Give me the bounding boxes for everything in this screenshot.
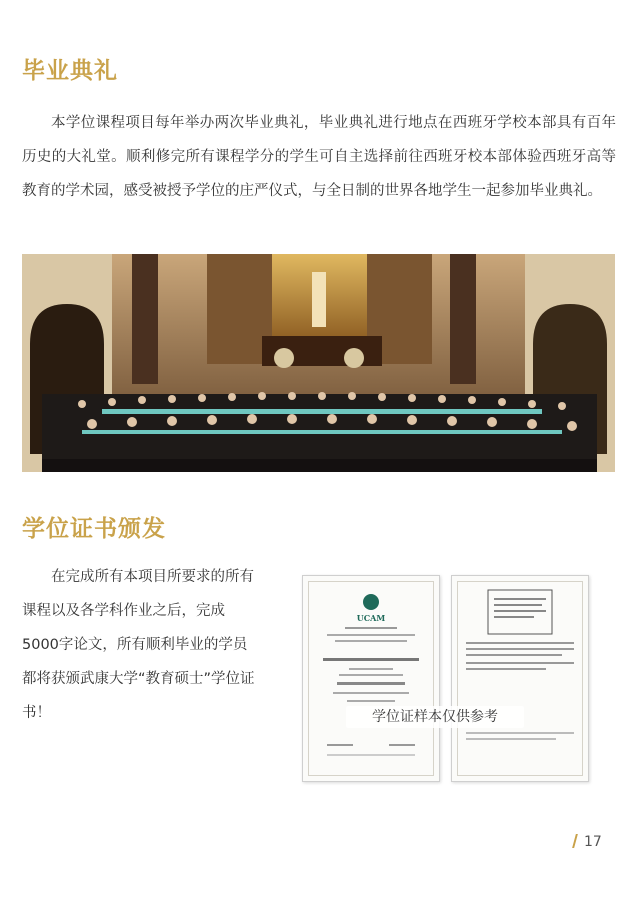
page-number-accent [572, 834, 578, 848]
ucam-logo-text: UCAM [356, 613, 386, 623]
certificate-paragraph: 在完成所有本项目所要求的所有课程以及各学科作业之后，完成5000字论文，所有顺利毕业的学员都将获颁武康大学“教育硕士”学位证书！ [22, 569, 255, 721]
page-number-value: 17 [584, 834, 602, 850]
graduation-paragraph: 本学位课程项目每年举办两次毕业典礼，毕业典礼进行地点在西班牙学校本部具有百年历史的大礼堂。顺利修完所有课程学分的学生可自主选择前往西班牙校本部体验西班牙高等教育的学术园，感受被授予学位的庄严仪式，与全日制的世界各地学生一起参加毕业典礼。 [22, 115, 616, 199]
page-number [574, 834, 602, 850]
section-title-graduation: 毕业典礼 [22, 58, 118, 84]
section-title-certificate: 学位证书颁发 [22, 516, 166, 542]
sample-watermark-caption: 学位证样本仅供参考 [346, 706, 524, 728]
certificate-front [302, 575, 440, 782]
graduation-photo [22, 254, 615, 472]
certificate-back [451, 575, 589, 782]
